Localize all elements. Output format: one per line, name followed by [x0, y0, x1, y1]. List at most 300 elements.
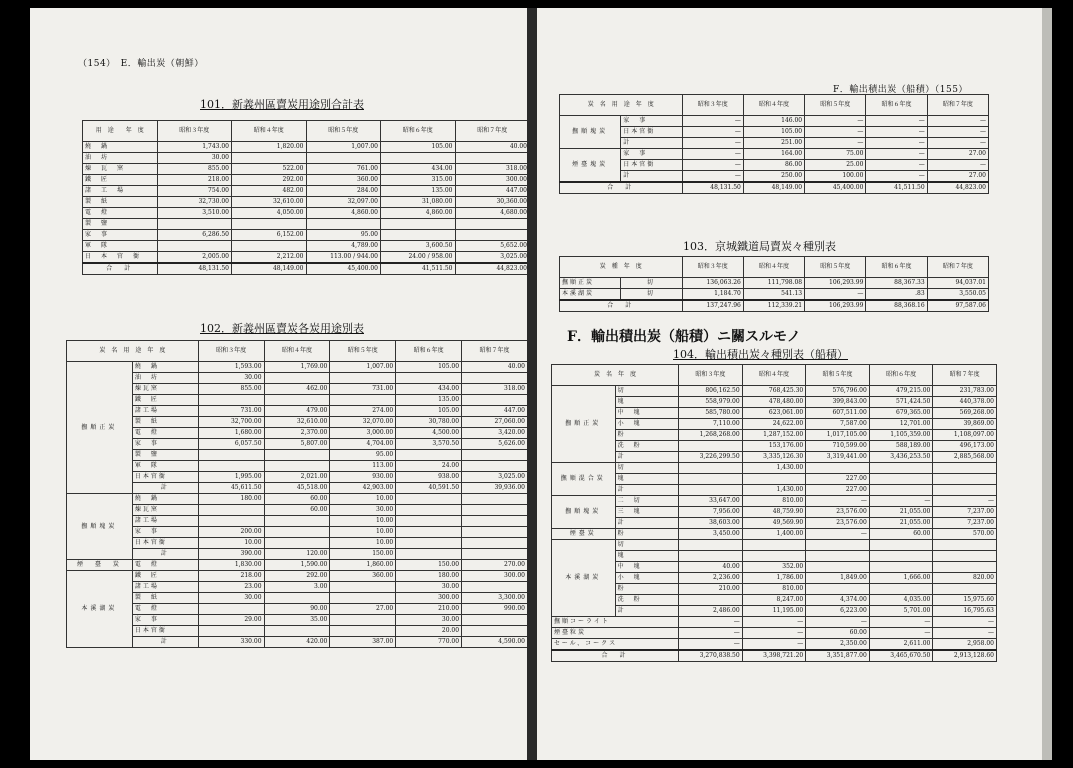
group-name-cell: 撫順塊炭 [560, 116, 621, 149]
table102-title [200, 320, 364, 336]
value-cell: 30.00 [396, 615, 462, 626]
value-cell [396, 373, 462, 384]
table-row [560, 289, 989, 301]
value-cell [330, 395, 396, 406]
value-cell: — [869, 628, 933, 639]
row-label-cell: 電 燈 [132, 604, 198, 615]
table-row [552, 639, 997, 651]
value-cell: 10.00 [330, 527, 396, 538]
value-cell: 44,823.00 [455, 263, 527, 275]
value-cell [264, 450, 330, 461]
value-cell: 27.00 [927, 149, 988, 160]
value-cell: 855.00 [198, 384, 264, 395]
value-cell [806, 540, 870, 551]
row-label-cell: 家 事 [132, 615, 198, 626]
value-cell: 1,017,105.00 [806, 430, 870, 441]
value-cell: — [679, 639, 743, 651]
value-cell [462, 626, 527, 637]
table103 [559, 256, 989, 312]
row-label-cell: 製 紙 [132, 593, 198, 604]
value-cell [381, 153, 456, 164]
table-row [83, 230, 528, 241]
value-cell: 60.00 [869, 529, 933, 540]
row-label-cell: 油 坊 [83, 153, 158, 164]
value-cell: 318.00 [455, 164, 527, 175]
value-cell [933, 584, 997, 595]
section-f-title: F．輸出積出炭（船積）ニ關スルモノ [567, 329, 801, 345]
row-label-cell: 塊 [615, 474, 679, 485]
table-row [67, 362, 528, 373]
value-cell [396, 505, 462, 516]
value-cell: 3,570.50 [396, 439, 462, 450]
row-label-cell: 粉 [615, 584, 679, 595]
row-label-cell: 日本官衙 [132, 538, 198, 549]
header-row [83, 121, 528, 142]
value-cell: 2,958.00 [933, 639, 997, 651]
value-cell: 4,789.00 [306, 241, 381, 252]
table-row [552, 529, 997, 540]
value-cell: 135.00 [396, 395, 462, 406]
table-row [552, 408, 997, 419]
row-label-cell: セール、コークス [552, 639, 679, 651]
table-row [560, 160, 989, 171]
value-cell: 292.00 [232, 175, 307, 186]
value-cell [679, 595, 743, 606]
value-cell [264, 461, 330, 472]
value-cell: 42,903.00 [330, 483, 396, 494]
value-cell: 60.00 [264, 505, 330, 516]
value-cell [264, 538, 330, 549]
value-cell: 4,680.00 [455, 208, 527, 219]
value-cell: 48,759.90 [742, 507, 806, 518]
table102-title-text: 102．新義州區賣炭各炭用途別表 [200, 322, 364, 335]
value-cell [806, 562, 870, 573]
value-cell: 761.00 [306, 164, 381, 175]
value-cell: 38,603.00 [679, 518, 743, 529]
left-page-header: （154） E．輸出炭（朝鮮） [78, 59, 204, 69]
value-cell: 48,131.50 [157, 263, 232, 275]
value-cell: 32,700.00 [198, 417, 264, 428]
value-cell: 7,587.00 [806, 419, 870, 430]
table-row [67, 472, 528, 483]
value-cell: 5,701.00 [869, 606, 933, 617]
value-cell [330, 593, 396, 604]
value-cell: 1,666.00 [869, 573, 933, 584]
row-label-cell: 中 塊 [615, 408, 679, 419]
value-cell: 150.00 [330, 549, 396, 560]
value-cell: 710,599.00 [806, 441, 870, 452]
value-cell: 434.00 [396, 384, 462, 395]
value-cell: 1,593.00 [198, 362, 264, 373]
value-cell: 420.00 [264, 637, 330, 648]
row-label-cell: 煉瓦窯 [132, 384, 198, 395]
table-row [552, 617, 997, 628]
table-row [83, 197, 528, 208]
value-cell: 855.00 [157, 164, 232, 175]
row-label-cell: 燒 鍋 [132, 494, 198, 505]
value-cell: 146.00 [743, 116, 804, 127]
value-cell: 49,569.90 [742, 518, 806, 529]
row-label-cell: 諸工場 [132, 582, 198, 593]
row-label-cell: 粉 [615, 430, 679, 441]
value-cell: 10.00 [330, 538, 396, 549]
year-header-cell: 昭和７年度 [927, 95, 988, 116]
value-cell: 1,680.00 [198, 428, 264, 439]
value-cell: — [933, 628, 997, 639]
value-cell: 40.00 [455, 142, 527, 153]
row-label-cell: 二 切 [615, 496, 679, 507]
value-cell: 20.00 [396, 626, 462, 637]
year-header-cell: 昭和５年度 [805, 257, 866, 278]
value-cell: — [866, 116, 927, 127]
value-cell: 27.00 [330, 604, 396, 615]
row-label-cell: 切 [615, 386, 679, 397]
total-row [552, 650, 997, 662]
value-cell: .83 [866, 289, 927, 301]
total-label-cell: 合 計 [560, 182, 683, 194]
value-cell: 6,057.50 [198, 439, 264, 450]
row-label-cell: 日本官衙 [132, 626, 198, 637]
value-cell [869, 463, 933, 474]
value-cell: 32,097.00 [306, 197, 381, 208]
value-cell: 569,268.00 [933, 408, 997, 419]
value-cell: 3,420.00 [462, 428, 527, 439]
value-cell: 23,576.00 [806, 507, 870, 518]
value-cell: 210.00 [679, 584, 743, 595]
value-cell: 300.00 [455, 175, 527, 186]
total-row [560, 182, 989, 194]
value-cell: 21,055.00 [869, 507, 933, 518]
value-cell: 588,189.00 [869, 441, 933, 452]
row-label-cell: 電 燈 [132, 428, 198, 439]
value-cell: 318.00 [462, 384, 527, 395]
value-cell: 4,860.00 [306, 208, 381, 219]
value-cell: 6,286.50 [157, 230, 232, 241]
value-cell [462, 549, 527, 560]
value-cell: 60.00 [806, 628, 870, 639]
value-cell: 2,885,568.00 [933, 452, 997, 463]
row-label-cell: 家 事 [621, 116, 682, 127]
total-label-cell: 合 計 [83, 263, 158, 275]
value-cell: 32,610.00 [232, 197, 307, 208]
value-cell: 111,798.08 [743, 278, 804, 289]
row-label-cell: 電 燈 [132, 560, 198, 571]
value-cell: 45,518.00 [264, 483, 330, 494]
value-cell: 153,176.00 [742, 441, 806, 452]
row-label-cell: 三 塊 [615, 507, 679, 518]
value-cell: 1,830.00 [198, 560, 264, 571]
value-cell [933, 551, 997, 562]
row-label-cell: 日本官衙 [621, 127, 682, 138]
table-row [83, 153, 528, 164]
value-cell: 930.00 [330, 472, 396, 483]
table-row [552, 452, 997, 463]
value-cell: 1,860.00 [330, 560, 396, 571]
table-row [83, 164, 528, 175]
value-cell: 113.00 / 944.00 [306, 252, 381, 264]
value-cell [232, 241, 307, 252]
value-cell: — [866, 138, 927, 149]
value-cell: 1,995.00 [198, 472, 264, 483]
value-cell [396, 527, 462, 538]
subtotal-label-cell: 計 [132, 549, 198, 560]
value-cell: 105.00 [396, 406, 462, 417]
value-cell [264, 373, 330, 384]
row-label-cell: 塊 [615, 397, 679, 408]
value-cell: 731.00 [330, 384, 396, 395]
value-cell: — [927, 127, 988, 138]
value-cell: 32,730.00 [157, 197, 232, 208]
value-cell: 27,060.00 [462, 417, 527, 428]
value-cell [679, 540, 743, 551]
value-cell: 45,611.50 [198, 483, 264, 494]
table-row [67, 406, 528, 417]
value-cell: — [682, 116, 743, 127]
value-cell: 5,807.00 [264, 439, 330, 450]
value-cell: 4,590.00 [462, 637, 527, 648]
year-header-cell: 昭和３年度 [682, 95, 743, 116]
page-edge [1042, 8, 1052, 760]
value-cell: 315.00 [381, 175, 456, 186]
value-cell: 135.00 [381, 186, 456, 197]
value-cell: 2,486.00 [679, 606, 743, 617]
value-cell: 112,339.21 [743, 300, 804, 312]
value-cell: 1,287,152.00 [742, 430, 806, 441]
value-cell: 3,550.05 [927, 289, 988, 301]
row-label-cell: 電 燈 [83, 208, 158, 219]
value-cell: 95.00 [306, 230, 381, 241]
value-cell: 4,500.00 [396, 428, 462, 439]
year-header-cell: 昭和３年度 [198, 341, 264, 362]
row-label-cell: 軍 隊 [83, 241, 158, 252]
year-header-cell: 昭和３年度 [157, 121, 232, 142]
value-cell: — [742, 628, 806, 639]
value-cell: 10.00 [330, 494, 396, 505]
value-cell [462, 494, 527, 505]
value-cell [679, 441, 743, 452]
group-name-cell: 本溪湖炭 [552, 540, 616, 617]
value-cell: 434.00 [381, 164, 456, 175]
value-cell: — [866, 127, 927, 138]
value-cell [462, 615, 527, 626]
value-cell: 2,005.00 [157, 252, 232, 264]
value-cell: 360.00 [330, 571, 396, 582]
value-cell: 496,173.00 [933, 441, 997, 452]
value-cell [330, 615, 396, 626]
row-label-cell: 日 本 官 衙 [83, 252, 158, 264]
row-label-cell: 鐵 匠 [83, 175, 158, 186]
value-cell [264, 626, 330, 637]
header-row [560, 95, 989, 116]
value-cell [396, 450, 462, 461]
value-cell: 7,956.00 [679, 507, 743, 518]
table-row [560, 127, 989, 138]
value-cell: 1,769.00 [264, 362, 330, 373]
value-cell: — [927, 116, 988, 127]
row-label-cell: 家 事 [132, 527, 198, 538]
table-row [560, 171, 989, 183]
value-cell [198, 516, 264, 527]
value-cell: — [682, 127, 743, 138]
value-cell: — [742, 639, 806, 651]
row-label-cell: 燒 鍋 [83, 142, 158, 153]
value-cell: 7,237.00 [933, 518, 997, 529]
table-row [552, 551, 997, 562]
value-cell: 40.00 [462, 362, 527, 373]
value-cell [869, 562, 933, 573]
value-cell: 200.00 [198, 527, 264, 538]
value-cell [198, 461, 264, 472]
value-cell: 2,611.00 [869, 639, 933, 651]
value-cell: 440,378.00 [933, 397, 997, 408]
row-label-cell: 煙臺粒炭 [552, 628, 679, 639]
value-cell: 1,184.70 [682, 289, 743, 301]
value-cell: 2,370.00 [264, 428, 330, 439]
value-cell [157, 241, 232, 252]
value-cell: 120.00 [264, 549, 330, 560]
row-label-cell: 製 鹽 [132, 450, 198, 461]
value-cell [462, 395, 527, 406]
table-row [552, 474, 997, 485]
year-header-cell: 昭和６年度 [869, 365, 933, 386]
year-header-cell: 昭和５年度 [306, 121, 381, 142]
table-row [83, 142, 528, 153]
table-row [552, 584, 997, 595]
value-cell: 32,070.00 [330, 417, 396, 428]
header-row [552, 365, 997, 386]
value-cell: 3,450.00 [679, 529, 743, 540]
table-row [552, 628, 997, 639]
row-label-cell: 撫順コーライト [552, 617, 679, 628]
value-cell: 11,195.00 [742, 606, 806, 617]
table-row [552, 397, 997, 408]
table104-title-text: 104．輸出積出炭々種別表（船積） [673, 348, 848, 361]
row-label-cell: 日本官衙 [132, 472, 198, 483]
value-cell: 399,843.00 [806, 397, 870, 408]
value-cell: 479,215.00 [869, 386, 933, 397]
value-cell: 1,007.00 [330, 362, 396, 373]
table104 [551, 364, 997, 662]
value-cell: — [933, 496, 997, 507]
value-cell: 48,131.50 [682, 182, 743, 194]
year-header-cell: 昭和５年度 [806, 365, 870, 386]
value-cell: 806,162.50 [679, 386, 743, 397]
table-row [83, 175, 528, 186]
value-cell [306, 219, 381, 230]
value-cell: 3,270,838.50 [679, 650, 743, 662]
value-cell: 27.00 [927, 171, 988, 183]
value-cell: 447.00 [455, 186, 527, 197]
row-label-cell: 諸 工 場 [83, 186, 158, 197]
value-cell: 94,037.01 [927, 278, 988, 289]
value-cell: 938.00 [396, 472, 462, 483]
year-header-cell: 昭和４年度 [742, 365, 806, 386]
value-cell: 270.00 [462, 560, 527, 571]
value-cell: 106,293.99 [805, 300, 866, 312]
value-cell: 1,430.00 [742, 485, 806, 496]
value-cell: 88,368.16 [866, 300, 927, 312]
value-cell [742, 551, 806, 562]
value-cell: — [869, 617, 933, 628]
value-cell: 136,063.26 [682, 278, 743, 289]
value-cell: 39,869.00 [933, 419, 997, 430]
row-label-cell: 計 [615, 485, 679, 496]
year-header-cell: 昭和４年度 [264, 341, 330, 362]
value-cell: 231,783.00 [933, 386, 997, 397]
value-cell: 23.00 [198, 582, 264, 593]
row-label-cell: 洗 粉 [615, 595, 679, 606]
value-cell [462, 527, 527, 538]
value-cell: — [682, 160, 743, 171]
value-cell: 3.00 [264, 582, 330, 593]
right-page-header: F．輸出積出炭（船積）（155） [833, 85, 968, 95]
value-cell: 150.00 [396, 560, 462, 571]
row-label-cell: 切 [615, 463, 679, 474]
value-cell: 607,511.00 [806, 408, 870, 419]
value-cell: 24,622.00 [742, 419, 806, 430]
table-row [560, 149, 989, 160]
value-cell [742, 540, 806, 551]
year-header-cell: 昭和４年度 [743, 257, 804, 278]
value-cell: 731.00 [198, 406, 264, 417]
value-cell: 90.00 [264, 604, 330, 615]
total-label-cell: 合 計 [560, 300, 683, 312]
value-cell: 30,360.00 [455, 197, 527, 208]
value-cell: 679,365.00 [869, 408, 933, 419]
table-row [67, 439, 528, 450]
value-cell [742, 474, 806, 485]
value-cell: 2,236.00 [679, 573, 743, 584]
value-cell: 360.00 [306, 175, 381, 186]
row-label-cell: 燒 鍋 [132, 362, 198, 373]
subtotal-row [67, 483, 528, 494]
value-cell: 541.13 [743, 289, 804, 301]
book-gutter [527, 8, 537, 760]
value-cell: 300.00 [462, 571, 527, 582]
value-cell: 3,600.50 [381, 241, 456, 252]
table-row [552, 463, 997, 474]
value-cell: 75.00 [805, 149, 866, 160]
group-name-cell: 撫順正炭 [67, 362, 133, 494]
year-header-cell: 昭和４年度 [232, 121, 307, 142]
value-cell: — [682, 149, 743, 160]
value-cell: 300.00 [396, 593, 462, 604]
value-cell: 1,430.00 [742, 463, 806, 474]
value-cell [264, 395, 330, 406]
group-name-cell: 煙 臺 炭 [67, 560, 133, 571]
row-label-cell: 日本官衙 [621, 160, 682, 171]
table-row [552, 518, 997, 529]
subtotal-row [67, 549, 528, 560]
year-header-cell: 昭和７年度 [933, 365, 997, 386]
row-sub-cell: 切 [621, 278, 682, 289]
value-cell [462, 373, 527, 384]
value-cell: 105.00 [381, 142, 456, 153]
value-cell: — [682, 171, 743, 183]
value-cell: 570.00 [933, 529, 997, 540]
group-name-cell: 本溪湖炭 [67, 571, 133, 648]
right-page [537, 8, 1042, 760]
value-cell: 352.00 [742, 562, 806, 573]
table-row [67, 384, 528, 395]
value-cell [157, 219, 232, 230]
value-cell [232, 219, 307, 230]
subtotal-label-cell: 計 [132, 483, 198, 494]
value-cell: 4,374.00 [806, 595, 870, 606]
total-row [83, 263, 528, 275]
value-cell: 390.00 [198, 549, 264, 560]
table-row [552, 430, 997, 441]
